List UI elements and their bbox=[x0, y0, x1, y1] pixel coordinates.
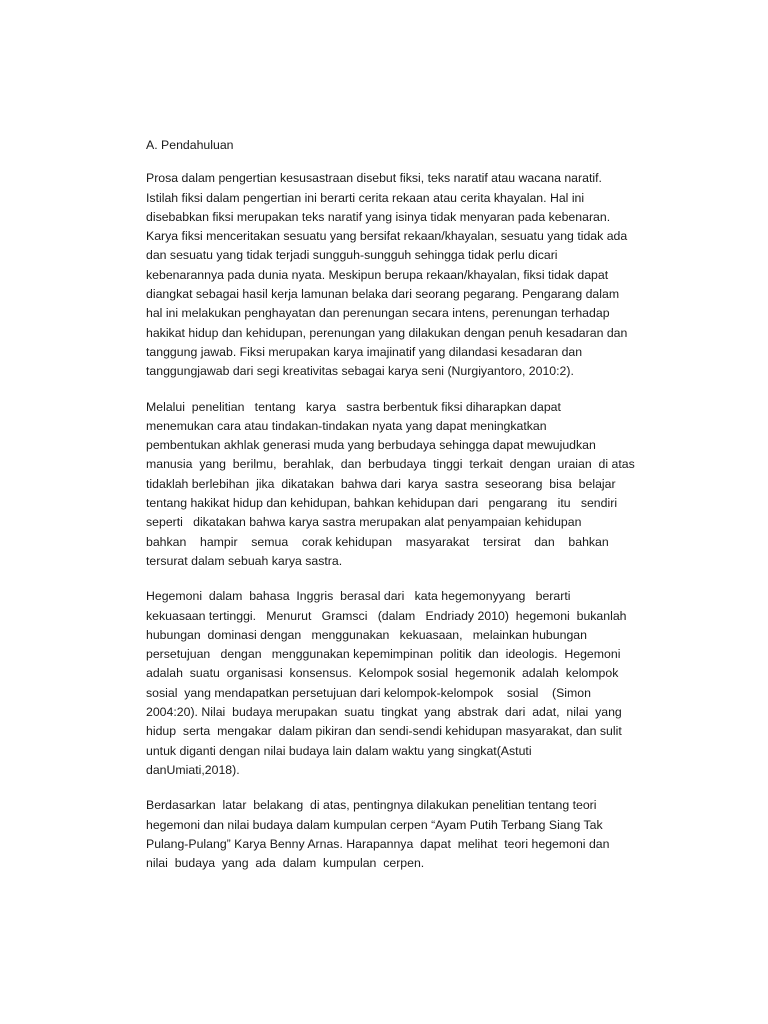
text-line: sosial yang mendapatkan persetujuan dari kelompok-kelompok sosial (Simon bbox=[146, 685, 591, 700]
text-line: danUmiati,2018). bbox=[146, 762, 240, 777]
text-line: tanggung jawab. Fiksi merupakan karya imajinatif yang dilandasi kesadaran dan bbox=[146, 344, 583, 359]
text-line: 2004:20). Nilai budaya merupakan suatu tingkat yang abstrak dari adat, nilai yang bbox=[146, 705, 622, 720]
text-line: Pulang-Pulang” Karya Benny Arnas. Harapannya dapat melihat teori hegemoni dan bbox=[146, 836, 610, 851]
text-line: kekuasaan tertinggi. Menurut Gramsci (dalam Endriady 2010) hegemoni bukanlah bbox=[146, 608, 627, 623]
paragraph-3 bbox=[146, 587, 658, 780]
text-line: tentang hakikat hidup dan kehidupan, bahkan kehidupan dari pengarang itu sendiri bbox=[146, 496, 618, 511]
text-line: persetujuan dengan menggunakan kepemimpinan politik dan ideologis. Hegemoni bbox=[146, 647, 621, 662]
paragraph-4 bbox=[146, 796, 658, 873]
paragraph-1 bbox=[146, 169, 658, 381]
text-line: tanggungjawab dari segi kreativitas sebagai karya seni (Nurgiyantoro, 2010:2). bbox=[146, 364, 574, 379]
text-line: hal ini melakukan penghayatan dan perenungan secara intens, perenungan terhadap bbox=[146, 306, 610, 321]
text-line: Melalui penelitian tentang karya sastra berbentuk fiksi diharapkan dapat bbox=[146, 399, 561, 414]
text-line: Istilah fiksi dalam pengertian ini berarti cerita rekaan atau cerita khayalan. Hal ini bbox=[146, 190, 585, 205]
text-line: Prosa dalam pengertian kesusastraan disebut fiksi, teks naratif atau wacana naratif. bbox=[146, 171, 602, 186]
paragraph-2 bbox=[146, 398, 658, 572]
text-line: seperti dikatakan bahwa karya sastra merupakan alat penyampaian kehidupan bbox=[146, 515, 582, 530]
text-line: tidaklah berlebihan jika dikatakan bahwa dari karya sastra seseorang bisa belajar bbox=[146, 476, 616, 491]
text-line: menemukan cara atau tindakan-tindakan nyata yang dapat meningkatkan bbox=[146, 418, 547, 433]
text-line: diangkat sebagai hasil kerja lamunan belaka dari seorang pegarang. Pengarang dalam bbox=[146, 287, 620, 302]
text-line: nilai budaya yang ada dalam kumpulan cerpen. bbox=[146, 856, 425, 871]
text-line: bahkan hampir semua corak kehidupan masyarakat tersirat dan bahkan bbox=[146, 534, 609, 549]
text-line: Hegemoni dalam bahasa Inggris berasal dari kata hegemonyyang berarti bbox=[146, 589, 571, 604]
text-line: hubungan dominasi dengan menggunakan kekuasaan, melainkan hubungan bbox=[146, 627, 587, 642]
text-line: disebabkan fiksi merupakan teks naratif yang isinya tidak menyaran pada kebenaran. bbox=[146, 209, 611, 224]
text-line: dan sesuatu yang tidak terjadi sungguh-sungguh sehingga tidak perlu dicari bbox=[146, 248, 558, 263]
text-line: manusia yang berilmu, berahlak, dan berbudaya tinggi terkait dengan uraian di atas bbox=[146, 457, 635, 472]
document-page bbox=[146, 136, 658, 889]
text-line: hakikat hidup dan kehidupan, perenungan yang dilakukan dengan penuh kesadaran dan bbox=[146, 325, 628, 340]
text-line: untuk diganti dengan nilai budaya lain dalam waktu yang singkat(Astuti bbox=[146, 743, 532, 758]
text-line: pembentukan akhlak generasi muda yang berbudaya sehingga dapat mewujudkan bbox=[146, 438, 596, 453]
text-line: hidup serta mengakar dalam pikiran dan sendi-sendi kehidupan masyarakat, dan sulit bbox=[146, 724, 622, 739]
text-line: adalah suatu organisasi konsensus. Kelompok sosial hegemonik adalah kelompok bbox=[146, 666, 619, 681]
text-line: hegemoni dan nilai budaya dalam kumpulan cerpen “Ayam Putih Terbang Siang Tak bbox=[146, 817, 603, 832]
text-line: kebenarannya pada dunia nyata. Meskipun berupa rekaan/khayalan, fiksi tidak dapat bbox=[146, 267, 609, 282]
text-line: Karya fiksi menceritakan sesuatu yang bersifat rekaan/khayalan, sesuatu yang tidak ada bbox=[146, 229, 628, 244]
text-line: Berdasarkan latar belakang di atas, pentingnya dilakukan penelitian tentang teori bbox=[146, 798, 597, 813]
text-line: tersurat dalam sebuah karya sastra. bbox=[146, 553, 343, 568]
section-heading: A. Pendahuluan bbox=[146, 138, 234, 152]
